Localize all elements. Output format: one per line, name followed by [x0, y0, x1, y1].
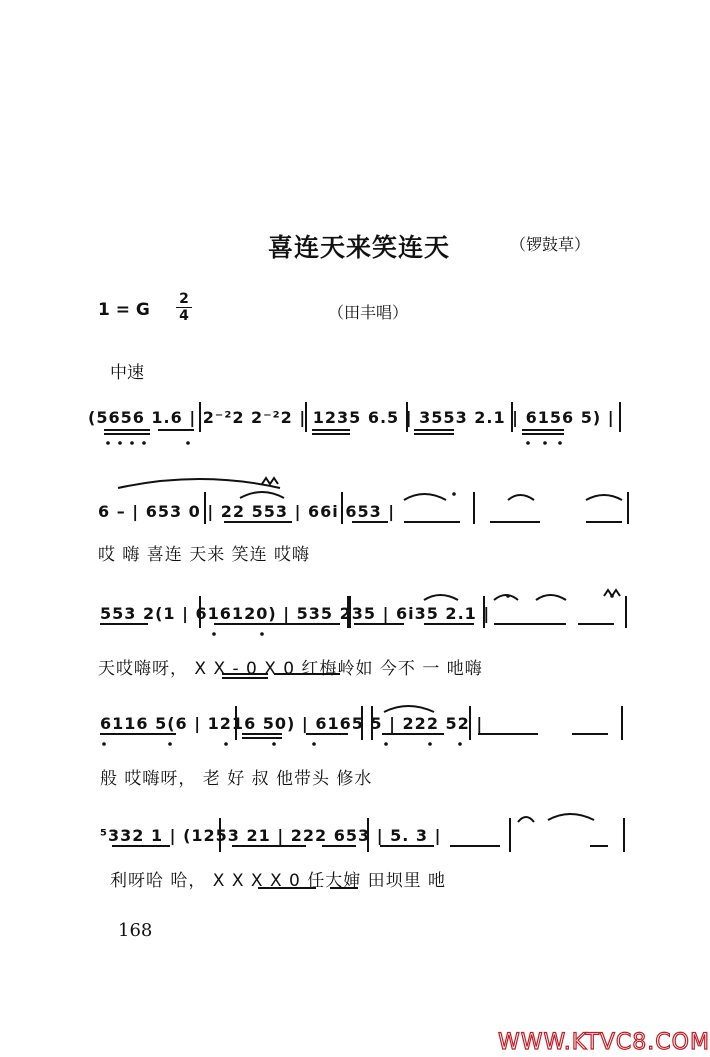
lyric-line-3: 天哎嗨呀， X X - 0 X 0 红梅岭如 今不 一 吔嗨 [98, 659, 483, 679]
slur [508, 495, 534, 500]
slur [384, 706, 434, 712]
octave-dots [102, 441, 614, 746]
genre-label: （锣鼓草） [510, 235, 591, 254]
lyric-line-4: 般 哎嗨呀， 老 好 叔 他带头 修水 [100, 769, 373, 789]
lyric-line-2: 哎 嗨 喜连 天来 笑连 哎嗨 [98, 545, 311, 565]
slur [118, 479, 280, 488]
lyric-line-5: 利呀哈 哈， X X X X 0 任大婶 田坝里 吔 [110, 871, 447, 891]
slur [536, 595, 566, 600]
mordent-mark [604, 590, 620, 596]
slur [586, 495, 622, 500]
slur [404, 494, 446, 500]
slur [424, 595, 458, 600]
slur [518, 817, 534, 822]
staff-line-5: ⁵332 1 | (1253 21 | 222 653 | 5. 3 | [100, 826, 442, 845]
time-signature-top: 2 [179, 291, 189, 307]
key-signature: 1 = G [98, 300, 150, 320]
staff-line-1: (5656 1.6 | 2⁻²2 2⁻²2 | 1235 6.5 | 3553 2.1 | 6156 5) | [88, 408, 615, 427]
time-signature [176, 292, 192, 323]
slur [494, 595, 518, 600]
mordent-mark [262, 478, 278, 484]
watermark: WWW.KTVC8.COM [498, 1030, 710, 1055]
staff-line-3: 553 2(1 | 616120) | 535 235 | 6i35 2.1 | [100, 604, 491, 623]
staff-line-4: 6116 5(6 | 1216 50) | 6165 5 | 222 52 | [100, 714, 484, 733]
time-signature-bottom: 4 [179, 308, 189, 324]
staff-line-2: 6 – | 653 0 | 22 553 | 66i 653 | [98, 502, 396, 521]
tempo-marking: 中速 [110, 363, 144, 383]
slur [548, 814, 594, 820]
slur [240, 492, 284, 498]
song-title: 喜连天来笑连天 [268, 233, 451, 262]
singer-credit: （田丰唱） [328, 303, 409, 322]
page-number: 168 [118, 920, 153, 941]
